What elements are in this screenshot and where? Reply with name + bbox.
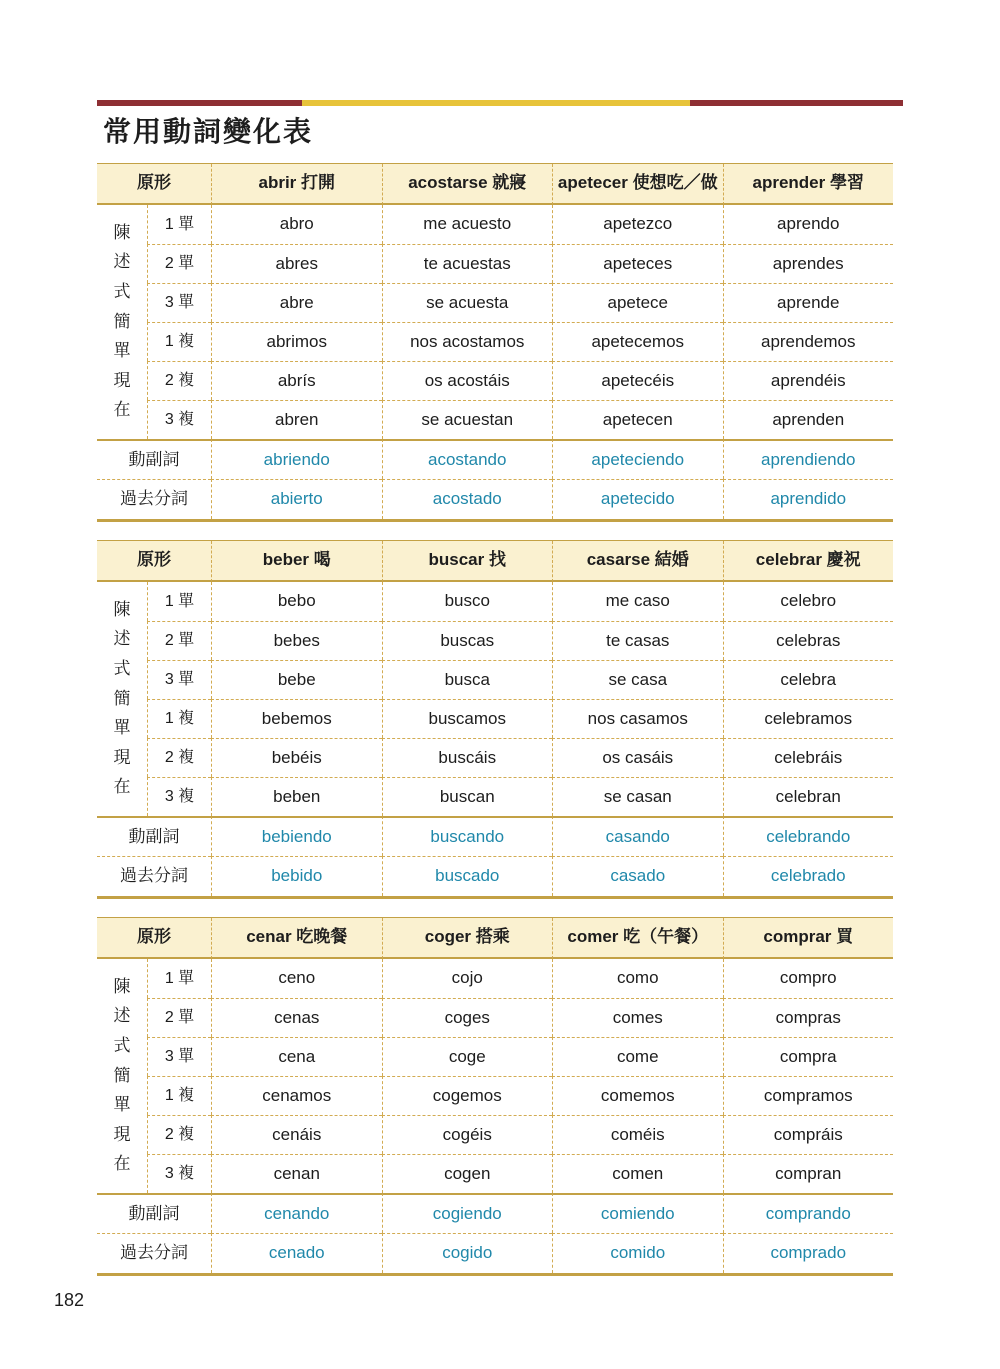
gerund-form-cell: buscando	[382, 816, 553, 856]
verb-header: casarse 結婚	[552, 541, 723, 582]
person-label: 2 複	[147, 738, 211, 777]
verb-header: coger 搭乘	[382, 918, 553, 959]
person-label: 2 單	[147, 621, 211, 660]
mood-char: 述	[113, 252, 131, 272]
mood-char: 述	[113, 1006, 131, 1026]
participle-form-cell: buscado	[382, 856, 553, 896]
mood-char: 陳	[113, 599, 131, 619]
gerund-form-cell: comiendo	[552, 1193, 723, 1233]
verb-form-cell: abrís	[211, 361, 382, 400]
verb-form-cell: abre	[211, 283, 382, 322]
verb-form-cell: buscamos	[382, 699, 553, 738]
verb-form-cell: apeteces	[552, 244, 723, 283]
verb-form-cell: como	[552, 959, 723, 998]
verb-form-cell: coge	[382, 1037, 553, 1076]
verb-form-cell: me caso	[552, 582, 723, 621]
mood-label-vertical	[97, 205, 147, 439]
verb-form-cell: cenas	[211, 998, 382, 1037]
conjugation-tables	[97, 163, 903, 1276]
infinitive-header-label: 原形	[97, 541, 211, 582]
participle-form-cell: abierto	[211, 479, 382, 519]
verb-form-cell: compra	[723, 1037, 894, 1076]
gerund-form-cell: bebiendo	[211, 816, 382, 856]
mood-char: 述	[113, 629, 131, 649]
verb-form-cell: celebro	[723, 582, 894, 621]
person-label: 1 複	[147, 699, 211, 738]
verb-form-cell: comemos	[552, 1076, 723, 1115]
verb-form-cell: apetezco	[552, 205, 723, 244]
gerund-form-cell: abriendo	[211, 439, 382, 479]
mood-char: 簡	[113, 311, 131, 331]
verb-form-cell: coges	[382, 998, 553, 1037]
participle-form-cell: comprado	[723, 1233, 894, 1273]
gerund-form-cell: casando	[552, 816, 723, 856]
decorative-bar	[97, 100, 903, 106]
verb-form-cell: celebras	[723, 621, 894, 660]
mood-char: 式	[113, 282, 131, 302]
participle-form-cell: comido	[552, 1233, 723, 1273]
verb-form-cell: te casas	[552, 621, 723, 660]
verb-form-cell: coméis	[552, 1115, 723, 1154]
verb-form-cell: aprendéis	[723, 361, 894, 400]
infinitive-header-label: 原形	[97, 164, 211, 205]
verb-header: apetecer 使想吃／做	[552, 164, 723, 205]
verb-table	[97, 917, 893, 1276]
verb-form-cell: celebran	[723, 777, 894, 816]
verb-form-cell: me acuesto	[382, 205, 553, 244]
person-label: 2 單	[147, 998, 211, 1037]
person-label: 3 單	[147, 660, 211, 699]
verb-table	[97, 163, 893, 522]
verb-form-cell: bebe	[211, 660, 382, 699]
verb-form-cell: os casáis	[552, 738, 723, 777]
person-label: 3 複	[147, 1154, 211, 1193]
participle-form-cell: cogido	[382, 1233, 553, 1273]
verb-form-cell: cojo	[382, 959, 553, 998]
decor-bar-gold-middle	[302, 100, 690, 106]
verb-header: buscar 找	[382, 541, 553, 582]
verb-form-cell: se acuestan	[382, 400, 553, 439]
verb-form-cell: bebes	[211, 621, 382, 660]
page-content	[97, 100, 903, 1276]
participle-row-label: 過去分詞	[97, 856, 211, 896]
participle-form-cell: celebrado	[723, 856, 894, 896]
mood-char: 現	[113, 747, 131, 767]
verb-form-cell: bebo	[211, 582, 382, 621]
verb-form-cell: busca	[382, 660, 553, 699]
verb-form-cell: compran	[723, 1154, 894, 1193]
mood-char: 單	[113, 1095, 131, 1115]
participle-row-label: 過去分詞	[97, 479, 211, 519]
person-label: 3 複	[147, 777, 211, 816]
page-title: 常用動詞變化表	[103, 116, 314, 147]
mood-label-vertical	[97, 582, 147, 816]
mood-char: 簡	[113, 1065, 131, 1085]
gerund-row-label: 動副詞	[97, 439, 211, 479]
mood-char: 陳	[113, 222, 131, 242]
verb-form-cell: abrimos	[211, 322, 382, 361]
verb-form-cell: celebramos	[723, 699, 894, 738]
gerund-form-cell: apeteciendo	[552, 439, 723, 479]
verb-form-cell: bebemos	[211, 699, 382, 738]
verb-form-cell: cenáis	[211, 1115, 382, 1154]
verb-form-cell: comes	[552, 998, 723, 1037]
verb-form-cell: buscas	[382, 621, 553, 660]
verb-form-cell: nos casamos	[552, 699, 723, 738]
person-label: 2 單	[147, 244, 211, 283]
verb-form-cell: abren	[211, 400, 382, 439]
verb-form-cell: apetece	[552, 283, 723, 322]
mood-char: 現	[113, 1124, 131, 1144]
person-label: 3 複	[147, 400, 211, 439]
gerund-form-cell: aprendiendo	[723, 439, 894, 479]
verb-form-cell: comen	[552, 1154, 723, 1193]
verb-form-cell: te acuestas	[382, 244, 553, 283]
verb-header: abrir 打開	[211, 164, 382, 205]
verb-table	[97, 540, 893, 899]
participle-form-cell: acostado	[382, 479, 553, 519]
participle-form-cell: aprendido	[723, 479, 894, 519]
infinitive-header-label: 原形	[97, 918, 211, 959]
mood-char: 陳	[113, 976, 131, 996]
verb-form-cell: aprendo	[723, 205, 894, 244]
mood-char: 單	[113, 341, 131, 361]
gerund-row-label: 動副詞	[97, 816, 211, 856]
verb-form-cell: compramos	[723, 1076, 894, 1115]
verb-form-cell: apetecemos	[552, 322, 723, 361]
verb-form-cell: se acuesta	[382, 283, 553, 322]
verb-form-cell: cogéis	[382, 1115, 553, 1154]
person-label: 2 複	[147, 361, 211, 400]
verb-header: celebrar 慶祝	[723, 541, 894, 582]
page-number: 182	[54, 1290, 85, 1310]
verb-form-cell: cena	[211, 1037, 382, 1076]
verb-form-cell: compráis	[723, 1115, 894, 1154]
person-label: 3 單	[147, 283, 211, 322]
verb-form-cell: abro	[211, 205, 382, 244]
verb-form-cell: compras	[723, 998, 894, 1037]
verb-form-cell: cenamos	[211, 1076, 382, 1115]
verb-form-cell: se casa	[552, 660, 723, 699]
verb-form-cell: bebéis	[211, 738, 382, 777]
decor-bar-maroon-left	[97, 100, 302, 106]
verb-form-cell: busco	[382, 582, 553, 621]
verb-form-cell: beben	[211, 777, 382, 816]
verb-form-cell: se casan	[552, 777, 723, 816]
gerund-form-cell: celebrando	[723, 816, 894, 856]
gerund-form-cell: cenando	[211, 1193, 382, 1233]
verb-header: comer 吃（午餐）	[552, 918, 723, 959]
mood-char: 簡	[113, 688, 131, 708]
mood-char: 式	[113, 659, 131, 679]
mood-char: 單	[113, 718, 131, 738]
participle-form-cell: casado	[552, 856, 723, 896]
verb-form-cell: aprenden	[723, 400, 894, 439]
mood-char: 在	[113, 777, 131, 797]
person-label: 2 複	[147, 1115, 211, 1154]
decor-bar-maroon-right	[690, 100, 903, 106]
mood-char: 在	[113, 400, 131, 420]
verb-form-cell: celebra	[723, 660, 894, 699]
verb-form-cell: os acostáis	[382, 361, 553, 400]
participle-row-label: 過去分詞	[97, 1233, 211, 1273]
verb-form-cell: aprendemos	[723, 322, 894, 361]
participle-form-cell: bebido	[211, 856, 382, 896]
verb-form-cell: come	[552, 1037, 723, 1076]
verb-header: comprar 買	[723, 918, 894, 959]
mood-label-vertical	[97, 959, 147, 1193]
verb-form-cell: abres	[211, 244, 382, 283]
mood-char: 在	[113, 1154, 131, 1174]
gerund-form-cell: acostando	[382, 439, 553, 479]
mood-char: 式	[113, 1036, 131, 1056]
gerund-form-cell: comprando	[723, 1193, 894, 1233]
verb-header: cenar 吃晚餐	[211, 918, 382, 959]
verb-form-cell: cogen	[382, 1154, 553, 1193]
gerund-row-label: 動副詞	[97, 1193, 211, 1233]
verb-form-cell: ceno	[211, 959, 382, 998]
verb-form-cell: buscan	[382, 777, 553, 816]
participle-form-cell: cenado	[211, 1233, 382, 1273]
person-label: 1 單	[147, 959, 211, 998]
verb-form-cell: aprendes	[723, 244, 894, 283]
verb-form-cell: apetecen	[552, 400, 723, 439]
person-label: 1 複	[147, 322, 211, 361]
verb-form-cell: cenan	[211, 1154, 382, 1193]
verb-form-cell: nos acostamos	[382, 322, 553, 361]
person-label: 1 單	[147, 205, 211, 244]
verb-header: beber 喝	[211, 541, 382, 582]
person-label: 3 單	[147, 1037, 211, 1076]
verb-form-cell: celebráis	[723, 738, 894, 777]
gerund-form-cell: cogiendo	[382, 1193, 553, 1233]
mood-char: 現	[113, 370, 131, 390]
verb-form-cell: apetecéis	[552, 361, 723, 400]
person-label: 1 複	[147, 1076, 211, 1115]
person-label: 1 單	[147, 582, 211, 621]
participle-form-cell: apetecido	[552, 479, 723, 519]
verb-form-cell: aprende	[723, 283, 894, 322]
verb-header: aprender 學習	[723, 164, 894, 205]
verb-header: acostarse 就寢	[382, 164, 553, 205]
verb-form-cell: cogemos	[382, 1076, 553, 1115]
verb-form-cell: buscáis	[382, 738, 553, 777]
verb-form-cell: compro	[723, 959, 894, 998]
